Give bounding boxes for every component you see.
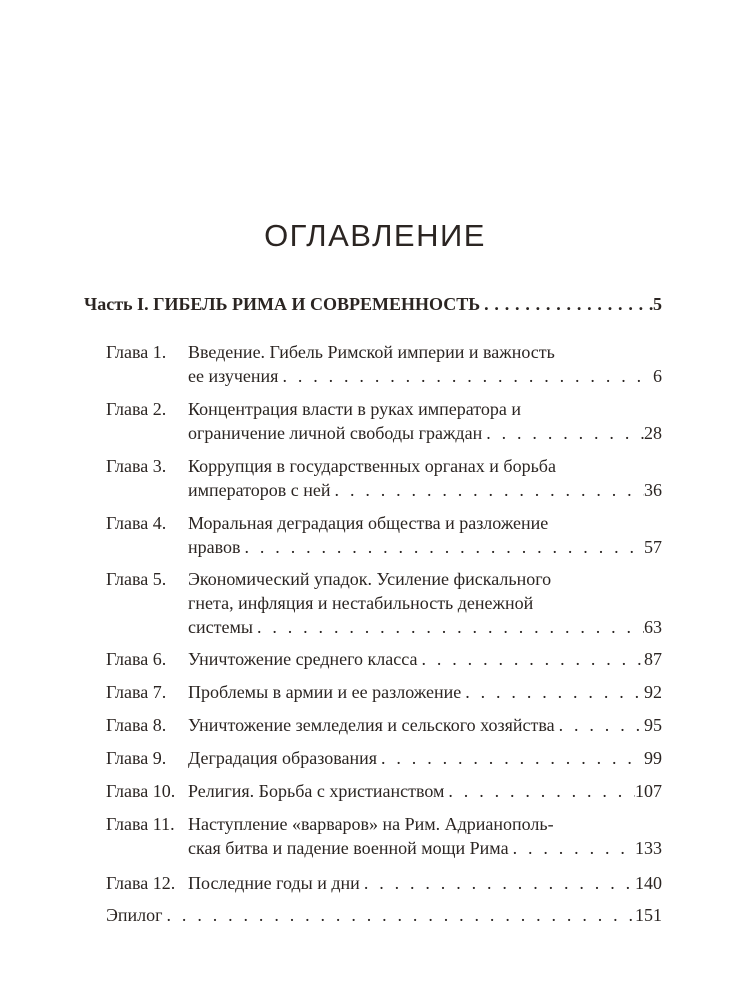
toc-chapter-entry[interactable] (106, 746, 662, 770)
chapter-title-line: императоров с ней (188, 480, 331, 500)
dot-leader (253, 615, 644, 639)
toc-chapter-entry[interactable] (106, 871, 662, 895)
dot-leader (241, 535, 645, 559)
chapter-label: Глава 6. (106, 649, 167, 669)
dot-leader (377, 746, 644, 770)
dot-leader (360, 871, 635, 895)
page-number: 95 (644, 715, 662, 735)
toc-chapter-entry[interactable] (106, 454, 662, 502)
chapter-title-line: Экономический упадок. Усиление фискального (188, 569, 552, 589)
chapter-title-line: ее изучения (188, 366, 279, 386)
dot-leader (163, 903, 635, 927)
toc-chapter-entry[interactable] (106, 397, 662, 445)
chapter-label: Глава 8. (106, 715, 167, 735)
dot-leader (417, 647, 644, 671)
chapter-title-line: Деградация образования (188, 748, 377, 768)
dot-leader (444, 779, 635, 803)
chapter-label: Глава 12. (106, 873, 176, 893)
page-number: 107 (635, 781, 662, 801)
chapter-title-line: Последние годы и дни (188, 873, 360, 893)
chapter-label: Глава 5. (106, 569, 167, 589)
toc-chapter-entry[interactable] (106, 511, 662, 559)
chapter-label: Глава 7. (106, 682, 167, 702)
chapter-title-line: Наступление «варваров» на Рим. Адрианополь- (188, 814, 554, 834)
dot-leader (278, 364, 653, 388)
chapter-label: Глава 4. (106, 513, 167, 533)
page-number: 99 (644, 748, 662, 768)
dot-leader (480, 292, 653, 316)
toc-chapter-entry[interactable] (106, 680, 662, 704)
page-number: 133 (635, 838, 662, 858)
page-number: 140 (635, 873, 662, 893)
chapter-title-line: Концентрация власти в руках императора и (188, 399, 521, 419)
chapter-title-line: ограничение личной свободы граждан (188, 423, 483, 443)
chapter-title-line: нравов (188, 537, 241, 557)
page-number: 5 (653, 294, 662, 314)
dot-leader (555, 713, 644, 737)
chapter-title-line: Моральная деградация общества и разложение (188, 513, 549, 533)
chapter-label: Глава 2. (106, 399, 167, 419)
toc-chapter-entry[interactable] (106, 779, 662, 803)
chapter-title-line: Уничтожение земледелия и сельского хозяйства (188, 715, 555, 735)
chapter-label: Глава 9. (106, 748, 167, 768)
page-number: 87 (644, 649, 662, 669)
dot-leader (509, 836, 635, 860)
chapter-title-line: Проблемы в армии и ее разложение (188, 682, 462, 702)
toc-part-entry[interactable] (84, 292, 662, 316)
page-number: 57 (644, 537, 662, 557)
toc-chapter-entry[interactable] (106, 340, 662, 388)
dot-leader (482, 421, 644, 445)
toc-chapter-entry[interactable] (106, 713, 662, 737)
chapter-title-line: ская битва и падение военной мощи Рима (188, 838, 509, 858)
dot-leader (461, 680, 644, 704)
page-number: 6 (653, 366, 662, 386)
page-number: 28 (644, 423, 662, 443)
epilogue-label: Эпилог (106, 905, 163, 925)
chapter-title-line: гнета, инфляция и нестабильность денежной (188, 593, 534, 613)
page-number: 36 (644, 480, 662, 500)
chapter-label: Глава 1. (106, 342, 167, 362)
chapter-label: Глава 3. (106, 456, 167, 476)
page-title: ОГЛАВЛЕНИЕ (264, 218, 486, 253)
toc-epilogue-entry[interactable] (106, 903, 662, 927)
toc-chapter-entry[interactable] (106, 567, 662, 639)
chapter-label: Глава 10. (106, 781, 176, 801)
toc-chapter-entry[interactable] (106, 812, 662, 860)
page-number: 151 (635, 905, 662, 925)
chapter-title-line: Коррупция в государственных органах и борьба (188, 456, 556, 476)
page-number: 63 (644, 617, 662, 637)
chapter-title-line: Уничтожение среднего класса (188, 649, 418, 669)
chapter-title-line: системы (188, 617, 253, 637)
dot-leader (331, 478, 644, 502)
chapter-title-line: Религия. Борьба с христианством (188, 781, 445, 801)
chapter-label: Глава 11. (106, 814, 175, 834)
part-title: Часть I. ГИБЕЛЬ РИМА И СОВРЕМЕННОСТЬ (84, 294, 481, 314)
chapter-title-line: Введение. Гибель Римской империи и важность (188, 342, 555, 362)
toc-chapter-entry[interactable] (106, 647, 662, 671)
page-number: 92 (644, 682, 662, 702)
